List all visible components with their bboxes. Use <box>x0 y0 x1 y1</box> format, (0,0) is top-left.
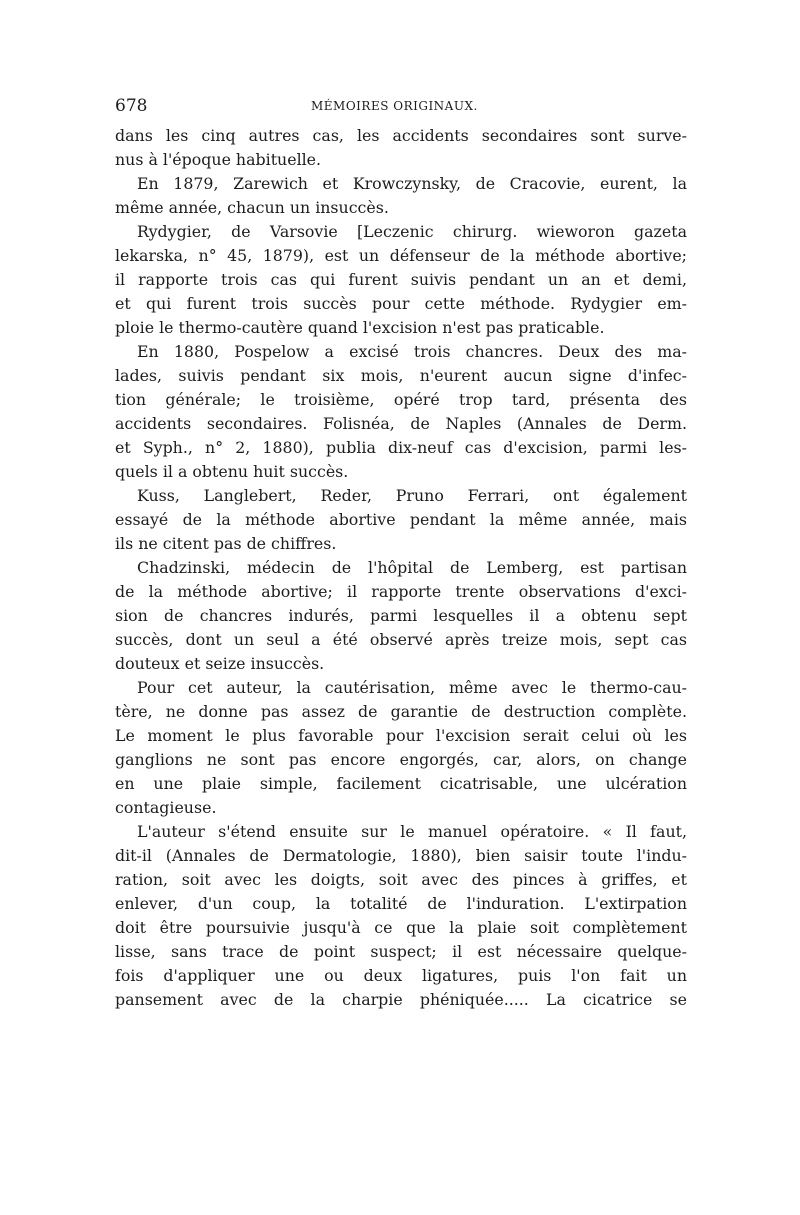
text-line: lades, suivis pendant six mois, n'eurent aucun signe d'infec- <box>115 366 687 385</box>
text-line: lisse, sans trace de point suspect; il est nécessaire quelque- <box>115 942 687 961</box>
text-line: dit-il (Annales de Dermatologie, 1880), bien saisir toute l'indu- <box>115 846 687 865</box>
text-line: sion de chancres indurés, parmi lesquelles il a obtenu sept <box>115 606 687 625</box>
text-line: pansement avec de la charpie phéniquée..... La cicatrice se <box>115 990 687 1009</box>
page-number: 678 <box>115 96 148 116</box>
text-line: doit être poursuivie jusqu'à ce que la plaie soit complètement <box>115 918 687 937</box>
header-title: MÉMOIRES ORIGINAUX. <box>311 99 478 113</box>
text-line: quels il a obtenu huit succès. <box>115 462 349 481</box>
text-line: ploie le thermo-cautère quand l'excision n'est pas praticable. <box>115 318 605 337</box>
body-text <box>115 124 687 1012</box>
text-line: enlever, d'un coup, la totalité de l'induration. L'extirpation <box>115 894 687 913</box>
text-line: de la méthode abortive; il rapporte trente observations d'exci- <box>115 582 687 601</box>
text-line: nus à l'époque habituelle. <box>115 150 322 169</box>
text-line: douteux et seize insuccès. <box>115 654 325 673</box>
text-line: En 1880, Pospelow a excisé trois chancres. Deux des ma- <box>137 342 687 361</box>
text-line: tion générale; le troisième, opéré trop tard, présenta des <box>115 390 687 409</box>
text-line: Chadzinski, médecin de l'hôpital de Lemberg, est partisan <box>137 558 687 577</box>
text-line: en une plaie simple, facilement cicatrisable, une ulcération <box>115 774 687 793</box>
text-line: ils ne citent pas de chiffres. <box>115 534 337 553</box>
text-line: tère, ne donne pas assez de garantie de destruction complète. <box>115 702 687 721</box>
text-line: fois d'appliquer une ou deux ligatures, puis l'on fait un <box>115 966 687 985</box>
text-line: et Syph., n° 2, 1880), publia dix-neuf cas d'excision, parmi les- <box>115 438 687 457</box>
text-line: essayé de la méthode abortive pendant la même année, mais <box>115 510 687 529</box>
text-line: il rapporte trois cas qui furent suivis pendant un an et demi, <box>115 270 687 289</box>
text-line: Le moment le plus favorable pour l'excision serait celui où les <box>115 726 687 745</box>
text-line: Pour cet auteur, la cautérisation, même avec le thermo-cau- <box>137 678 687 697</box>
text-line: lekarska, n° 45, 1879), est un défenseur de la méthode abortive; <box>115 246 687 265</box>
text-line: En 1879, Zarewich et Krowczynsky, de Cracovie, eurent, la <box>137 174 687 193</box>
text-line: succès, dont un seul a été observé après treize mois, sept cas <box>115 630 687 649</box>
page <box>115 96 687 1012</box>
text-line: Kuss, Langlebert, Reder, Pruno Ferrari, ont également <box>137 486 687 505</box>
text-line: et qui furent trois succès pour cette méthode. Rydygier em- <box>115 294 687 313</box>
running-head <box>115 96 687 122</box>
text-line: ration, soit avec les doigts, soit avec des pinces à griffes, et <box>115 870 687 889</box>
text-line: ganglions ne sont pas encore engorgés, car, alors, on change <box>115 750 687 769</box>
text-line: Rydygier, de Varsovie [Leczenic chirurg. wieworon gazeta <box>137 222 687 241</box>
text-line: même année, chacun un insuccès. <box>115 198 389 217</box>
body-paragraph-block <box>115 124 687 1012</box>
text-line: dans les cinq autres cas, les accidents secondaires sont surve- <box>115 126 687 145</box>
text-line: L'auteur s'étend ensuite sur le manuel opératoire. « Il faut, <box>137 822 687 841</box>
text-line: contagieuse. <box>115 798 217 817</box>
text-line: accidents secondaires. Folisnéa, de Naples (Annales de Derm. <box>115 414 687 433</box>
